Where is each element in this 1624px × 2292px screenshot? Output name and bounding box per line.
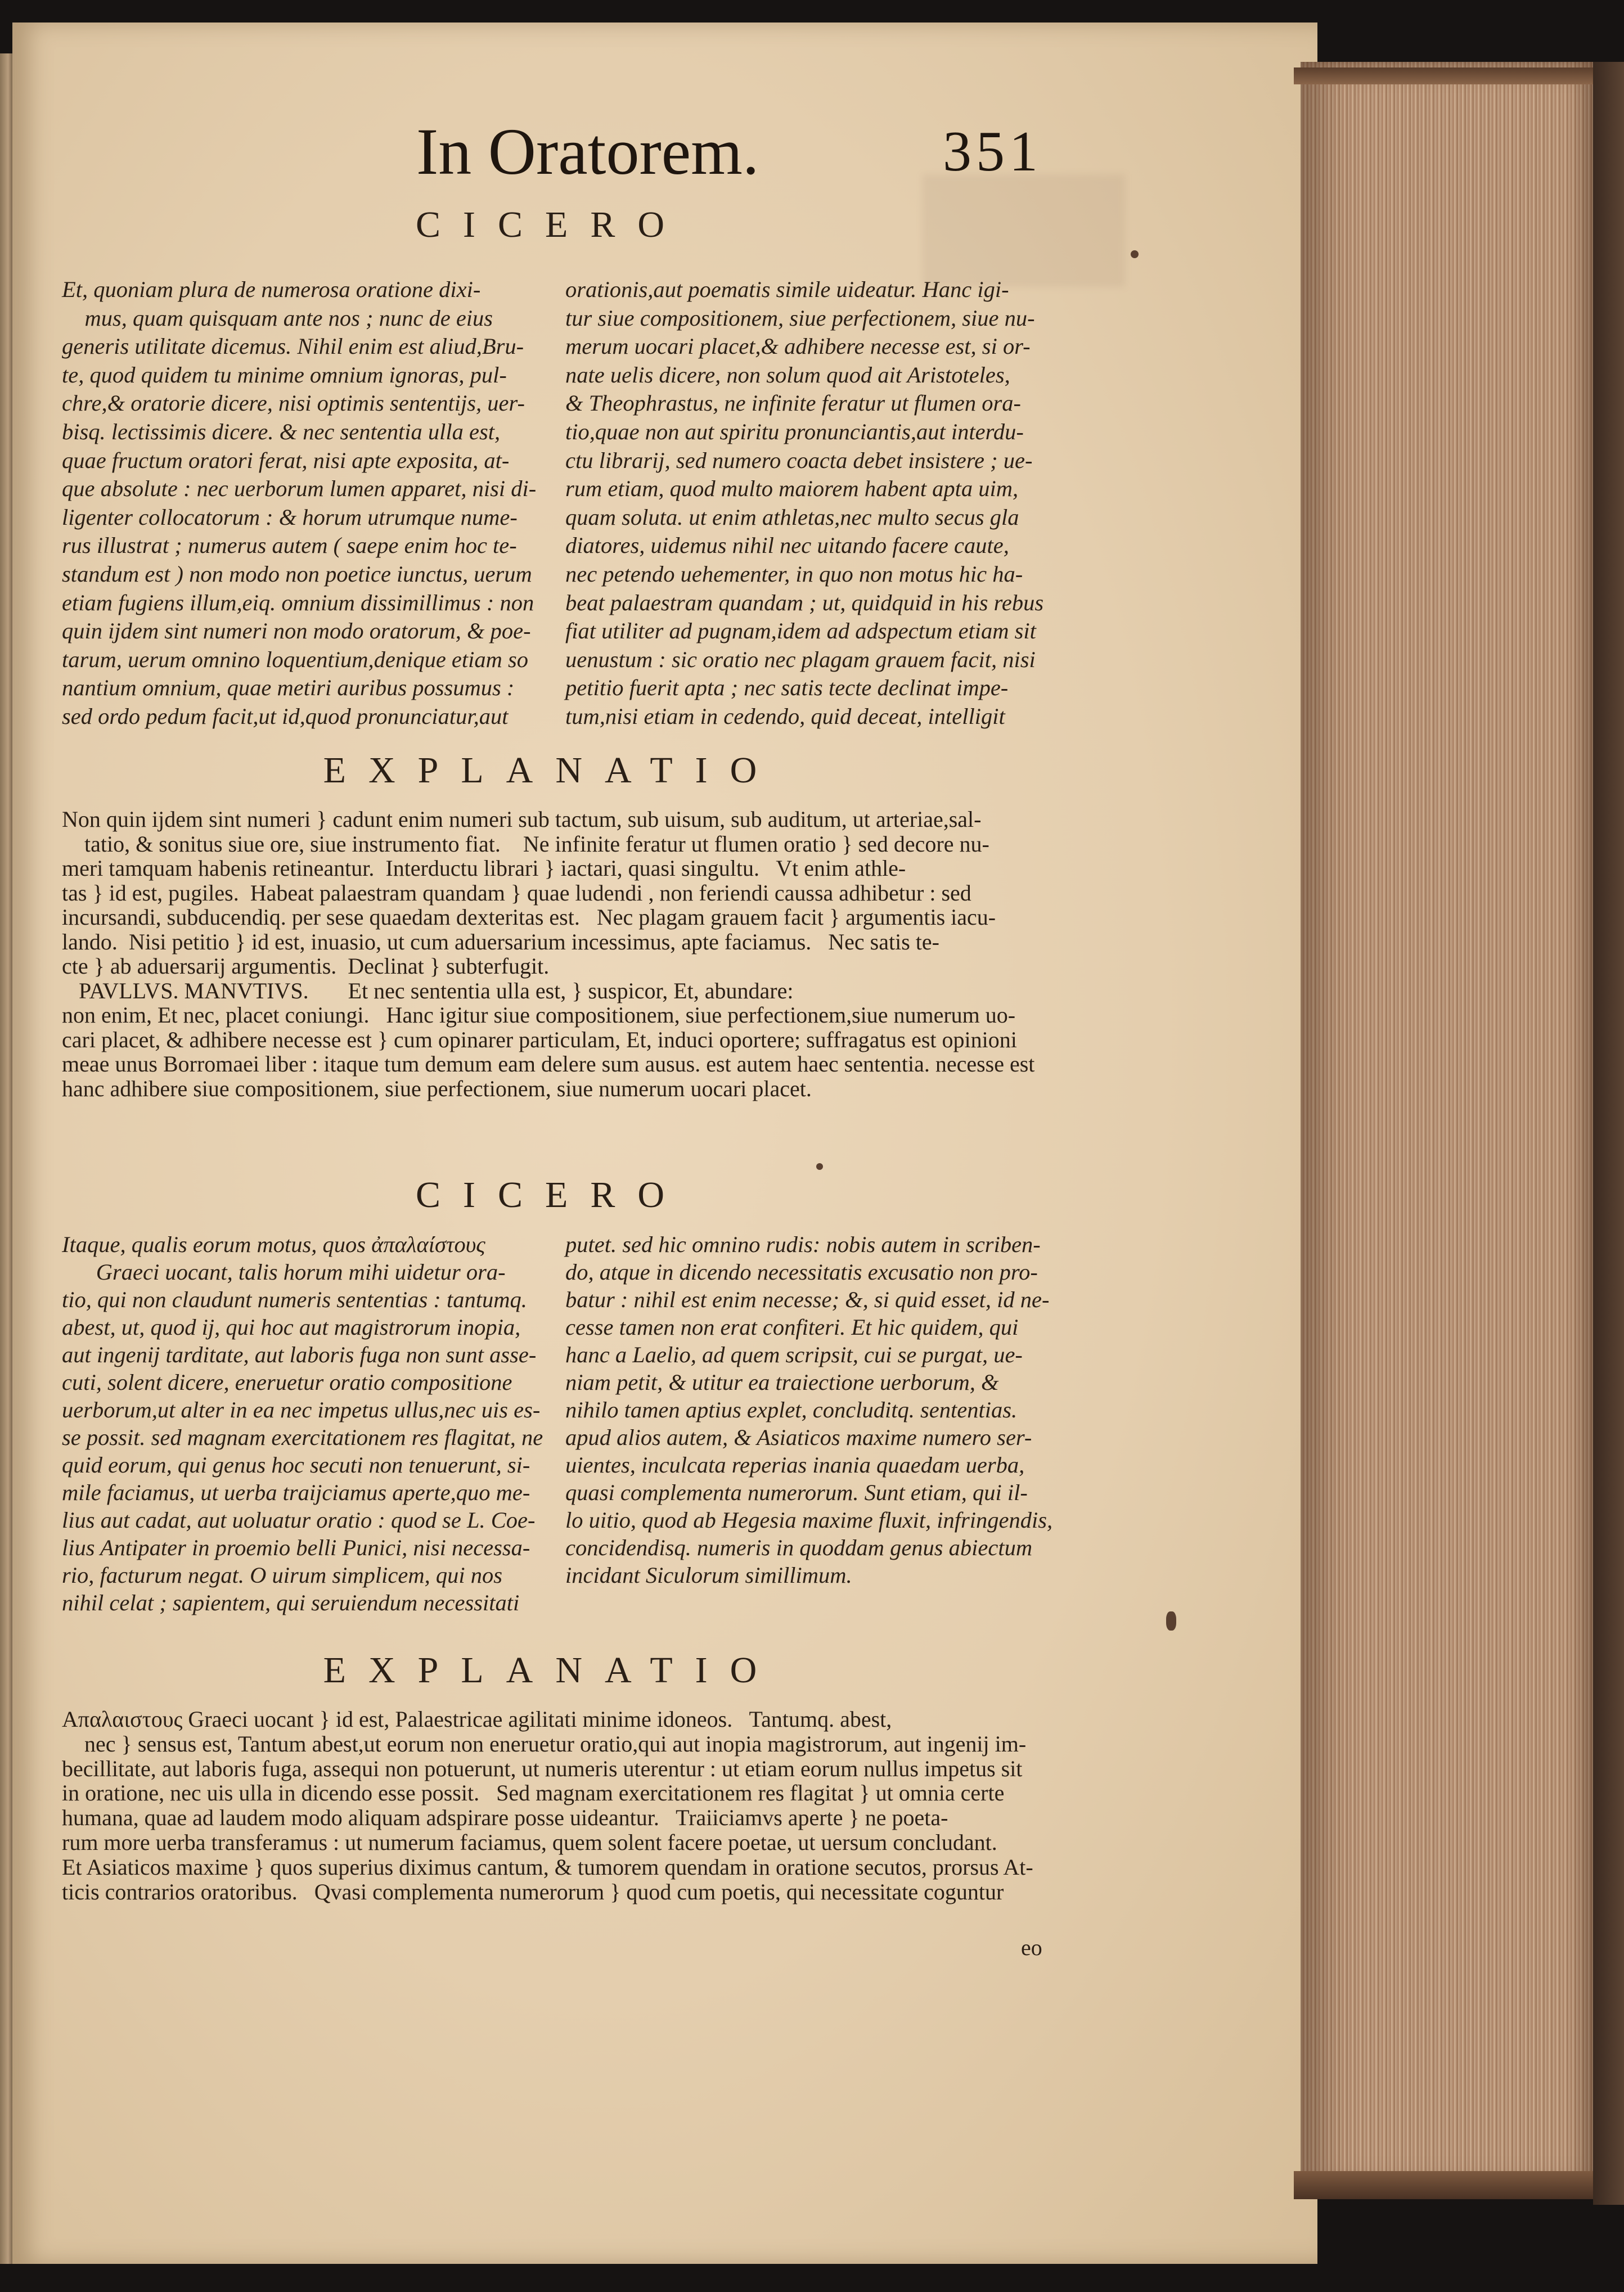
cicero-text-2-right-column: putet. sed hic omnino rudis: nobis autem in scriben- do, atque in dicendo necessitatis excusatio non pro- batur : nihil est enim necesse; &, si quid esset, id ne- cesse tamen non erat confiteri. Et hic quidem, qui hanc a Laelio, ad quem scripsit, cui se purgat, ue- niam petit, & utitur ea traiectione uerborum, & nihilo tamen aptius explet, concluditq. sententias. apud alios autem, & Asiaticos maxime numero ser- uientes, inculcata reperias inania quaedam uerba, quasi complementa numerorum. Sunt etiam, qui il- lo uitio, quod ab Hegesia maxime fluxit, infringendis, concidendisq. numeris in quoddam genus abiectum incidant Siculorum simillimum. bbox=[565, 1232, 1053, 1588]
section-heading-cicero-1: CICERO bbox=[415, 204, 687, 245]
ink-spot bbox=[1166, 1611, 1176, 1631]
page-block-edge bbox=[1301, 62, 1593, 2188]
facing-page-edge bbox=[0, 53, 14, 2264]
running-title: In Oratorem. bbox=[416, 115, 759, 188]
section-heading-explanatio-1: EXPLANATIO bbox=[323, 750, 780, 791]
section-heading-cicero-2: CICERO bbox=[415, 1174, 687, 1215]
explanatio-2-commentary: Απαλαιστους Graeci uocant } id est, Palaestricae agilitati minime idoneos. Tantumq. abest, nec } sensus est, Tantum abest,ut eorum non eneruetur oratio,qui aut inopia magistrorum, aut ingenij im- becillitate, aut laboris fuga, assequi non potuerunt, ut numeris uterentur : ut etiam eorum nullus impetus sit in oratione, nec uis ulla in dicendo esse possit. Sed magnam exercitationem res flagitat } ut omnia certe humana, quae ad laudem modo aliquam adspirare posse uideantur. Traiiciamvs aperte } ne poeta- rum more uerba transferamus : ut numerum faciamus, quem solent facere poetae, ut uersum concludant. Et Asiaticos maxime } quos superius diximus cantum, & tumorem quendam in oratione secutos, prorsus At- ticis contrarios oratoribus. Qvasi complementa numerorum } quod cum poetis, qui necessitate coguntur bbox=[62, 1706, 1033, 1904]
catchword: eo bbox=[1021, 1935, 1042, 1960]
page-number: 351 bbox=[943, 120, 1042, 183]
book-cover bbox=[1593, 62, 1624, 2205]
cicero-text-1-right-column: orationis,aut poematis simile uideatur. Hanc igi- tur siue compositionem, siue perfectionem, siue nu- merum uocari placet,& adhibere necesse est, si or- nate uelis dicere, non solum quod ait Aristoteles, & Theophrastus, ne infinite feratur ut flumen ora- tio,quae non aut spiritu pronunciantis,aut interdu- ctu librarij, sed numero coacta debet insistere ; ue- rum etiam, quod multo maiorem habent apta uim, quam soluta. ut enim athletas,nec multo secus gla diatores, uidemus nihil nec uitando facere caute, nec petendo uehementer, in quo non motus hic ha- beat palaestram quandam ; ut, quidquid in his rebus fiat utiliter ad pugnam,idem ad adspectum etiam sit uenustum : sic oratio nec plagam grauem facit, nisi petitio fuerit apta ; nec satis tecte declinat impe- tum,nisi etiam in cedendo, quid deceat, intelligit bbox=[565, 277, 1044, 729]
cicero-text-2-left-column: Itaque, qualis eorum motus, quos ἀπαλαίστους Graeci uocant, talis horum mihi uidetur ora- tio, qui non claudunt numeris sententias : tantumq. abest, ut, quod ij, qui hoc aut magistrorum inopia, aut ingenij tarditate, aut laboris fuga non sunt asse- cuti, solent dicere, eneruetur oratio compositione uerborum,ut alter in ea nec impetus ullus,nec uis es- se possit. sed magnam exercitationem res flagitat, ne quid eorum, qui genus hoc secuti non tenuerunt, si- mile faciamus, ut uerba traijciamus aperte,quo me- lius aut cadat, aut uoluatur oratio : quod se L. Coe- lius Antipater in proemio belli Punici, nisi necessa- rio, facturum negat. O uirum simplicem, qui nos nihil celat ; sapientem, qui seruiendum necessitati bbox=[62, 1232, 543, 1615]
show-through bbox=[923, 174, 1125, 287]
explanatio-1-commentary: Non quin ijdem sint numeri } cadunt enim numeri sub tactum, sub uisum, sub auditum, ut arteriae,sal- tatio, & sonitus siue ore, siue instrumento fiat. Ne infinite feratur ut flumen oratio } sed decore nu- meri tamquam habenis retineantur. Interductu librari } iactari, quasi singultu. Vt enim athle- tas } id est, pugiles. Habeat palaestram quandam } quae ludendi , non feriendi caussa adhibetur : sed incursandi, subducendiq. per sese quaedam dexteritas est. Nec plagam grauem facit } argumentis iacu- lando. Nisi petitio } id est, inuasio, ut cum aduersarium incessimus, apte faciamus. Nec satis te- cte } ab aduersarij argumentis. Declinat } subterfugit. PAVLLVS. MANVTIVS. Et nec sententia ulla est, } suspicor, Et, abundare: non enim, Et nec, placet coniungi. Hanc igitur siue compositionem, siue perfectionem,siue numerum uo- cari placet, & adhibere necesse est } cum opinarer particulam, Et, induci oportere; suffragatus est opinioni meae unus Borromaei liber : itaque tum demum eam delere sum ausus. est autem haec sententia. necesse est hanc adhibere siue compositionem, siue perfectionem, siue numerum uocari placet. bbox=[62, 807, 1035, 1101]
ink-spot bbox=[1131, 250, 1139, 258]
cicero-text-1-left-column: Et, quoniam plura de numerosa oratione dixi- mus, quam quisquam ante nos ; nunc de eius generis utilitate dicemus. Nihil enim est aliud,Bru- te, quod quidem tu minime omnium ignoras, pul- chre,& oratorie dicere, nisi optimis sententijs, uer- bisq. lectissimis dicere. & nec sententia ulla est, quae fructum oratori ferat, nisi apte exposita, at- que absolute : nec uerborum lumen apparet, nisi di- ligenter collocatorum : & horum utrumque nume- rus illustrat ; numerus autem ( saepe enim hoc te- standum est ) non modo non poetice iunctus, uerum etiam fugiens illum,eiq. omnium dissimillimus : non quin ijdem sint numeri non modo oratorum, & poe- tarum, uerum omnino loquentium,denique etiam so nantium omnium, quae metiri auribus possumus : sed ordo pedum facit,ut id,quod pronunciatur,aut bbox=[62, 277, 537, 729]
binding-top bbox=[1294, 67, 1598, 84]
binding-bottom bbox=[1294, 2171, 1598, 2199]
section-heading-explanatio-2: EXPLANATIO bbox=[323, 1650, 780, 1691]
ink-spot bbox=[816, 1163, 823, 1170]
